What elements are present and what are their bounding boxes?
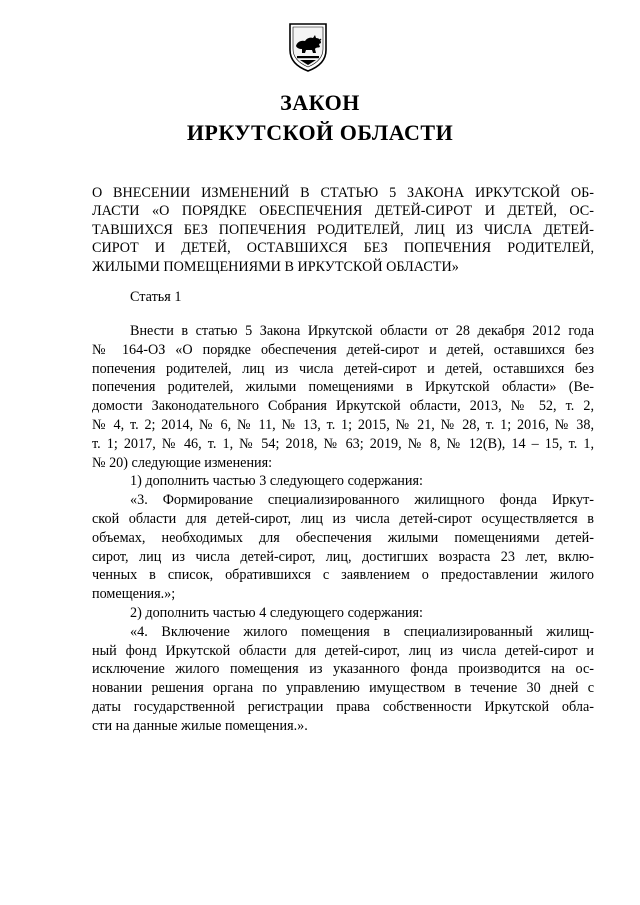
law-title-line1: ЗАКОН [280,90,360,115]
body-line: новании решения органа по управлению имуществом в течение 30 дней с [92,680,594,697]
heading-line: ТАВШИХСЯ БЕЗ ПОПЕЧЕНИЯ РОДИТЕЛЕЙ, ЛИЦ ИЗ ЧИСЛА ДЕТЕЙ- [92,221,594,238]
law-title-line2: ИРКУТСКОЙ ОБЛАСТИ [186,120,454,145]
body-line: т. 1; 2017, № 46, т. 1, № 54; 2018, № 63; 2019, № 8, № 12(В), 14 – 15, т. 1, [92,435,594,452]
irkutsk-coat-of-arms-icon [288,22,328,72]
body-line: «4. Включение жилого помещения в специализированный жилищ- [130,623,594,640]
body-line: попечения родителей, жилыми помещениями в Иркутской области» (Ве- [92,379,594,396]
body-line: 2) дополнить частью 4 следующего содержания: [130,604,423,621]
body-line: ный фонд Иркутской области для детей-сирот, лиц из числа детей-сирот и [92,642,594,659]
article-body [92,322,594,736]
law-heading [92,184,594,276]
body-line: исключение жилого помещения из указанного фонда производится на ос- [92,661,594,678]
body-line: № 20) следующие изменения: [92,454,273,471]
article-label: Статья 1 [130,289,182,305]
heading-line: ЖИЛЫМИ ПОМЕЩЕНИЯМИ В ИРКУТСКОЙ ОБЛАСТИ» [92,258,459,275]
body-line: 1) дополнить частью 3 следующего содержания: [130,473,423,490]
body-line: Внести в статью 5 Закона Иркутской области от 28 декабря 2012 года [130,323,594,339]
body-line: даты государственной регистрации права собственности Иркутской обла- [92,698,594,715]
heading-line: СИРОТ И ДЕТЕЙ, ОСТАВШИХСЯ БЕЗ ПОПЕЧЕНИЯ РОДИТЕЛЕЙ, [92,240,594,257]
body-line: ченных в список, обратившихся с заявлением о предоставлении жилого [92,567,594,584]
body-line: сирот, лиц из числа детей-сирот, лиц, достигших возраста 23 лет, вклю- [92,548,594,565]
body-line: ской области для детей-сирот, лиц из числа детей-сирот осуществляется в [92,510,594,527]
heading-line: О ВНЕСЕНИИ ИЗМЕНЕНИЙ В СТАТЬЮ 5 ЗАКОНА ИРКУТСКОЙ ОБ- [92,185,594,201]
body-line: попечения родителей, лиц из числа детей-сирот и детей, оставшихся без [92,360,594,377]
heading-line: ЛАСТИ «О ПОРЯДКЕ ОБЕСПЕЧЕНИЯ ДЕТЕЙ-СИРОТ И ДЕТЕЙ, ОС- [92,203,594,220]
body-line: № 4, т. 2; 2014, № 6, № 11, № 13, т. 1; 2015, № 21, № 28, т. 1; 2016, № 38, [92,416,594,433]
body-line: сти на данные жилые помещения.». [92,717,308,734]
body-line: домости Законодательного Собрания Иркутской области, 2013, № 52, т. 2, [92,398,594,415]
body-line: помещения.»; [92,586,176,603]
body-line: объемах, необходимых для обеспечения жилыми помещениями детей- [92,529,594,546]
body-line: № 164-ОЗ «О порядке обеспечения детей-сирот и детей, оставшихся без [92,341,594,358]
body-line: «3. Формирование специализированного жилищного фонда Иркут- [130,492,594,509]
